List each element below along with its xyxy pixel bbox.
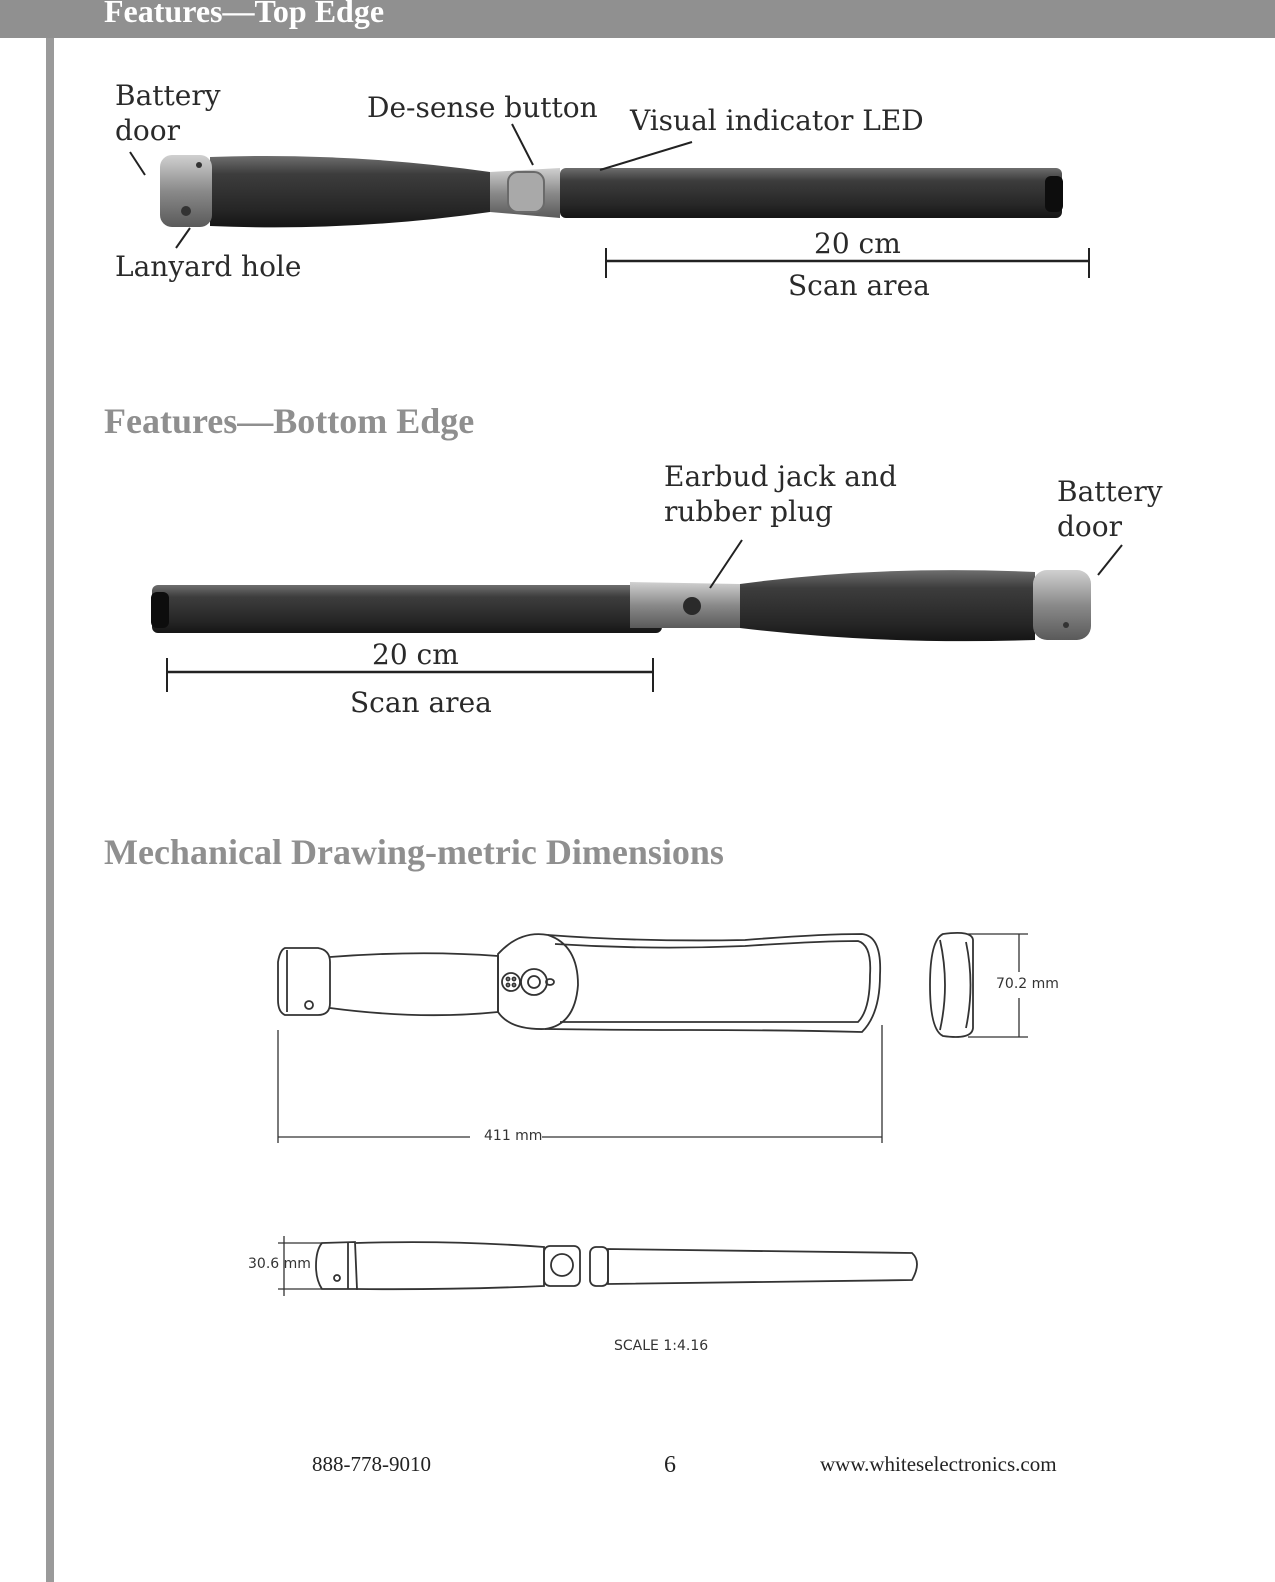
label-lanyard-hole: Lanyard hole bbox=[115, 250, 302, 283]
cad-speaker-grill bbox=[502, 973, 520, 991]
cad-battery-end bbox=[278, 948, 330, 1015]
battery-door-shape-bottom bbox=[1033, 570, 1091, 640]
cad-scan-head bbox=[545, 934, 880, 1032]
cad-side-center bbox=[544, 1246, 580, 1286]
battery-door-shape bbox=[160, 155, 212, 227]
scan-wand-body bbox=[560, 168, 1062, 218]
desense-button-shape bbox=[508, 172, 544, 212]
handle-grip-bottom bbox=[740, 570, 1035, 641]
label-scan-length-top: 20 cm bbox=[814, 227, 901, 260]
wand-tip bbox=[1045, 176, 1063, 212]
handle-grip bbox=[210, 156, 490, 227]
leader-battery-door-bottom bbox=[1098, 545, 1122, 575]
cad-thickness-dim: 30.6 mm bbox=[248, 1256, 311, 1272]
mechanical-side-view bbox=[278, 1236, 917, 1296]
cad-side-battery-end bbox=[316, 1242, 357, 1289]
page-title: Features—Top Edge bbox=[104, 0, 385, 29]
label-earbud-jack-line1: Earbud jack and bbox=[664, 460, 897, 493]
label-scan-area-bottom: Scan area bbox=[350, 686, 492, 719]
footer-phone: 888-778-9010 bbox=[312, 1452, 431, 1476]
cad-handle bbox=[330, 953, 498, 1015]
page-number: 6 bbox=[664, 1452, 676, 1478]
mechanical-top-view bbox=[278, 934, 882, 1143]
label-battery-door-line1: Battery bbox=[115, 79, 221, 112]
leader-battery-door bbox=[130, 152, 145, 175]
cad-length-dim: 411 mm bbox=[484, 1128, 543, 1144]
leader-earbud-jack bbox=[710, 540, 742, 588]
leader-lanyard-hole bbox=[176, 228, 190, 248]
leader-desense-button bbox=[512, 124, 533, 165]
cad-scale: SCALE 1:4.16 bbox=[614, 1338, 709, 1354]
label-earbud-jack-line2: rubber plug bbox=[664, 495, 833, 528]
label-desense-button: De-sense button bbox=[367, 91, 598, 124]
label-scan-length-bottom: 20 cm bbox=[372, 638, 459, 671]
scan-wand-body-bottom bbox=[152, 585, 662, 633]
label-scan-area-top: Scan area bbox=[788, 269, 930, 302]
section-title-mechanical: Mechanical Drawing-metric Dimensions bbox=[104, 832, 724, 872]
cad-height-dim: 70.2 mm bbox=[996, 976, 1059, 992]
cad-side-wand bbox=[608, 1249, 917, 1284]
label-battery-door-bottom-line2: door bbox=[1057, 510, 1123, 543]
cad-center-housing bbox=[498, 934, 578, 1029]
cad-desense-button bbox=[521, 969, 547, 995]
earbud-jack-shape bbox=[683, 597, 701, 615]
leader-visual-led bbox=[600, 142, 692, 170]
label-battery-door-line2: door bbox=[115, 114, 181, 147]
cad-side-handle bbox=[356, 1242, 544, 1289]
wand-tip-bottom bbox=[151, 592, 169, 628]
section-title-bottom-edge: Features—Bottom Edge bbox=[104, 401, 475, 441]
footer-website[interactable]: www.whiteselectronics.com bbox=[820, 1452, 1057, 1476]
label-battery-door-bottom-line1: Battery bbox=[1057, 475, 1163, 508]
lanyard-hole-shape bbox=[181, 206, 191, 216]
label-visual-led: Visual indicator LED bbox=[630, 104, 924, 137]
bottom-edge-device-photo bbox=[151, 540, 1122, 692]
